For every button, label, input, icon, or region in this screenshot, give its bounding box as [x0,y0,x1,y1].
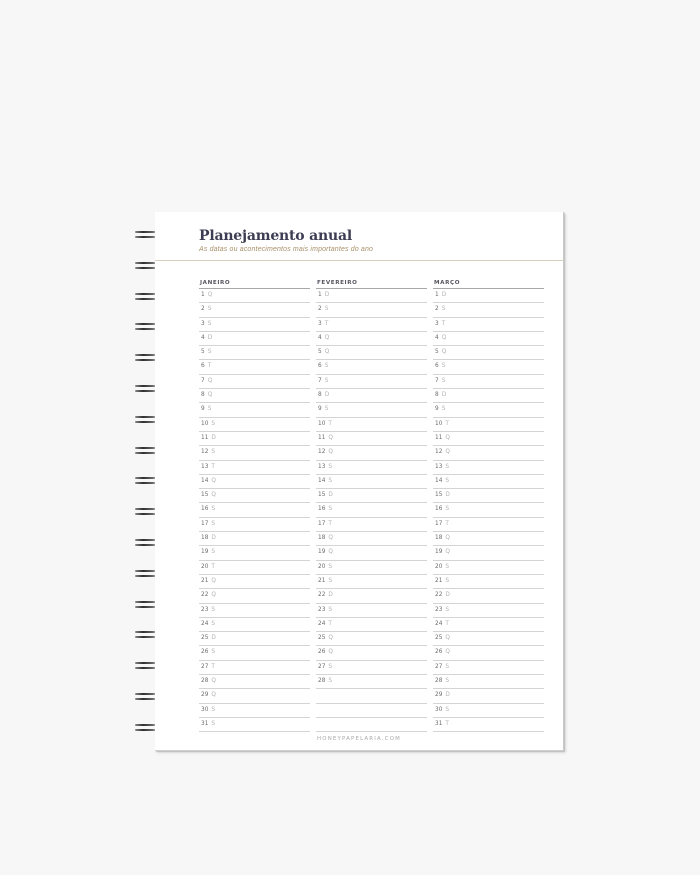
day-number: 14 [201,477,209,484]
day-number: 1 [435,292,439,298]
day-number: 31 [435,720,443,727]
day-row[interactable] [316,503,427,517]
day-row[interactable] [316,661,427,675]
day-number: 20 [318,563,326,570]
day-number: 25 [435,635,443,642]
day-row[interactable] [316,561,427,575]
weekday-letter: S [211,506,216,513]
weekday-letter: S [324,377,329,384]
weekday-letter: T [441,320,446,327]
day-number: 10 [201,420,209,427]
day-number: 14 [318,477,326,484]
month-heading: FEVEREIRO [316,279,427,289]
weekday-letter: S [211,449,216,456]
day-row[interactable] [199,618,310,632]
weekday-letter: S [441,363,446,370]
day-number: 11 [435,434,443,441]
day-row[interactable] [316,289,427,303]
weekday-letter: S [211,520,216,527]
day-row[interactable] [316,389,427,403]
day-number: 19 [201,549,209,556]
day-row[interactable] [316,332,427,346]
weekday-letter: S [207,306,212,313]
weekday-letter: D [441,292,447,298]
day-row[interactable] [199,718,310,732]
day-number: 22 [435,592,443,599]
day-row[interactable] [316,618,427,632]
day-row[interactable] [433,475,544,489]
day-row[interactable] [316,360,427,374]
day-row[interactable] [433,332,544,346]
day-row[interactable] [199,389,310,403]
weekday-letter: S [328,577,333,584]
day-number: 25 [201,635,209,642]
day-number: 24 [435,620,443,627]
day-row[interactable] [433,289,544,303]
day-number: 4 [435,334,439,341]
weekday-letter: D [324,392,330,399]
weekday-letter: S [328,563,333,570]
day-row[interactable] [199,332,310,346]
day-row[interactable] [199,646,310,660]
day-row[interactable] [199,303,310,317]
page-title: Planejamento anual [199,228,352,244]
day-number: 26 [435,649,443,656]
day-number: 9 [318,406,322,413]
day-row[interactable] [433,360,544,374]
day-number: 4 [201,334,205,341]
day-row[interactable] [433,561,544,575]
day-row[interactable] [316,632,427,646]
day-number: 7 [201,377,205,384]
day-row[interactable] [199,546,310,560]
weekday-letter: D [441,392,447,399]
day-number: 1 [201,292,205,298]
weekday-letter: S [328,477,333,484]
day-number: 1 [318,292,322,298]
day-row[interactable] [199,675,310,689]
day-number: 18 [201,535,209,542]
day-list [199,289,310,732]
day-number: 19 [435,549,443,556]
weekday-letter: T [445,520,449,527]
day-number: 17 [201,520,209,527]
day-row[interactable] [316,489,427,503]
day-row[interactable] [433,704,544,718]
weekday-letter: T [211,563,215,570]
day-number: 8 [318,392,322,399]
day-number: 23 [318,606,326,613]
day-list [316,289,427,732]
day-number: 7 [318,377,322,384]
day-number: 23 [435,606,443,613]
day-number: 27 [435,663,443,670]
weekday-letter: Q [211,592,216,599]
day-row[interactable] [199,532,310,546]
day-row[interactable] [316,604,427,618]
weekday-letter: Q [211,492,216,499]
day-number: 29 [435,692,443,699]
day-number: 26 [201,649,209,656]
weekday-letter: Q [328,434,333,441]
day-row[interactable] [433,689,544,703]
day-row[interactable] [316,718,427,732]
footer-brand: HONEYPAPELARIA.COM [317,736,401,742]
weekday-letter: S [211,620,216,627]
weekday-letter: Q [207,377,213,384]
day-number: 17 [435,520,443,527]
day-number: 6 [318,363,322,370]
day-row[interactable] [199,632,310,646]
weekday-letter: S [324,363,329,370]
weekday-letter: S [445,678,450,685]
weekday-letter: T [445,720,449,727]
day-number: 15 [435,492,443,499]
day-number: 9 [435,406,439,413]
day-row[interactable] [316,704,427,718]
day-number: 3 [201,320,205,327]
header-divider [155,260,563,261]
day-number: 28 [318,678,326,685]
day-row[interactable] [316,418,427,432]
weekday-letter: Q [445,549,450,556]
day-row[interactable] [199,346,310,360]
day-number: 19 [318,549,326,556]
day-row[interactable] [433,318,544,332]
day-row[interactable] [316,589,427,603]
day-number: 15 [201,492,209,499]
weekday-letter: S [445,563,450,570]
day-row[interactable] [316,375,427,389]
day-row[interactable] [433,503,544,517]
month-column-janeiro [199,279,310,732]
day-row[interactable] [433,675,544,689]
weekday-letter: Q [207,292,213,298]
day-row[interactable] [316,461,427,475]
day-row[interactable] [199,604,310,618]
day-row[interactable] [316,675,427,689]
weekday-letter: S [211,606,216,613]
day-number: 20 [201,563,209,570]
weekday-letter: Q [445,434,450,441]
day-number: 12 [318,449,326,456]
weekday-letter: Q [207,392,213,399]
day-row[interactable] [316,318,427,332]
weekday-letter: S [445,506,450,513]
day-number: 16 [318,506,326,513]
day-number: 2 [435,306,439,313]
day-number: 18 [435,535,443,542]
day-number: 24 [201,620,209,627]
day-number: 11 [318,434,326,441]
weekday-letter: Q [211,477,216,484]
weekday-letter: S [328,606,333,613]
day-row[interactable] [433,646,544,660]
day-number: 6 [435,363,439,370]
weekday-letter: T [445,620,449,627]
day-row[interactable] [433,661,544,675]
weekday-letter: S [207,320,212,327]
day-row[interactable] [316,646,427,660]
weekday-letter: Q [441,349,447,356]
weekday-letter: S [207,349,212,356]
day-number: 9 [201,406,205,413]
weekday-letter: Q [445,635,450,642]
day-row[interactable] [199,360,310,374]
day-row[interactable] [199,489,310,503]
day-number: 15 [318,492,326,499]
weekday-letter: S [324,406,329,413]
weekday-letter: D [328,492,333,499]
day-number: 5 [318,349,322,356]
day-number: 28 [435,678,443,685]
day-row[interactable] [316,446,427,460]
day-number: 10 [435,420,443,427]
weekday-letter: D [211,635,216,642]
day-row[interactable] [199,561,310,575]
weekday-letter: S [211,720,216,727]
day-number: 28 [201,678,209,685]
month-column-marco [433,279,544,732]
day-number: 24 [318,620,326,627]
weekday-letter: S [441,306,446,313]
weekday-letter: Q [445,535,450,542]
day-row[interactable] [433,375,544,389]
weekday-letter: S [445,663,450,670]
day-row[interactable] [316,403,427,417]
weekday-letter: S [211,649,216,656]
day-row[interactable] [199,503,310,517]
day-row[interactable] [199,589,310,603]
day-number: 3 [318,320,322,327]
weekday-letter: D [211,434,216,441]
day-row[interactable] [433,461,544,475]
weekday-letter: D [445,692,450,699]
day-number: 10 [318,420,326,427]
weekday-letter: S [211,420,216,427]
day-number: 2 [201,306,205,313]
day-number: 6 [201,363,205,370]
day-list [433,289,544,732]
day-row[interactable] [316,303,427,317]
day-row[interactable] [199,704,310,718]
weekday-letter: Q [445,649,450,656]
weekday-letter: S [445,606,450,613]
day-row[interactable] [433,589,544,603]
day-row[interactable] [199,689,310,703]
day-number: 25 [318,635,326,642]
day-row[interactable] [433,618,544,632]
day-row[interactable] [433,432,544,446]
day-number: 13 [435,463,443,470]
weekday-letter: Q [328,535,333,542]
day-row[interactable] [433,489,544,503]
weekday-letter: S [207,406,212,413]
weekday-letter: Q [328,635,333,642]
weekday-letter: Q [211,692,216,699]
weekday-letter: S [324,306,329,313]
day-row[interactable] [433,575,544,589]
day-number: 8 [201,392,205,399]
day-row[interactable] [316,546,427,560]
day-number: 12 [201,449,209,456]
weekday-letter: S [441,406,446,413]
day-row[interactable] [316,475,427,489]
day-number: 14 [435,477,443,484]
day-number: 12 [435,449,443,456]
day-number: 11 [201,434,209,441]
day-number: 22 [318,592,326,599]
day-number: 21 [318,577,326,584]
weekday-letter: D [328,592,333,599]
weekday-letter: Q [328,549,333,556]
day-number: 26 [318,649,326,656]
weekday-letter: S [211,549,216,556]
day-row[interactable] [199,318,310,332]
weekday-letter: S [211,706,216,713]
day-row[interactable] [199,661,310,675]
day-row[interactable] [433,389,544,403]
weekday-letter: D [211,535,216,542]
weekday-letter: D [445,492,450,499]
day-row[interactable] [316,518,427,532]
day-number: 21 [435,577,443,584]
day-row[interactable] [199,418,310,432]
weekday-letter: Q [445,449,450,456]
day-row[interactable] [316,575,427,589]
planner-page [155,212,564,751]
day-row[interactable] [433,518,544,532]
weekday-letter: Q [328,449,333,456]
day-number: 27 [318,663,326,670]
weekday-letter: T [211,463,215,470]
weekday-letter: T [324,320,329,327]
day-row[interactable] [316,432,427,446]
weekday-letter: Q [328,649,333,656]
month-heading: MARÇO [433,279,544,289]
day-row[interactable] [433,718,544,732]
day-number: 31 [201,720,209,727]
weekday-letter: Q [324,334,330,341]
day-row[interactable] [316,689,427,703]
weekday-letter: S [445,463,450,470]
weekday-letter: S [441,377,446,384]
day-number: 21 [201,577,209,584]
day-number: 16 [435,506,443,513]
day-number: 23 [201,606,209,613]
day-row[interactable] [199,475,310,489]
day-row[interactable] [316,532,427,546]
weekday-letter: S [445,477,450,484]
weekday-letter: D [207,334,213,341]
day-row[interactable] [433,604,544,618]
day-number: 5 [201,349,205,356]
day-row[interactable] [433,403,544,417]
day-row[interactable] [199,446,310,460]
weekday-letter: T [328,520,332,527]
day-row[interactable] [199,461,310,475]
day-row[interactable] [433,546,544,560]
weekday-letter: S [328,506,333,513]
day-number: 7 [435,377,439,384]
weekday-letter: Q [211,678,216,685]
month-heading: JANEIRO [199,279,310,289]
day-number: 16 [201,506,209,513]
day-number: 8 [435,392,439,399]
weekday-letter: S [445,706,450,713]
day-number: 30 [435,706,443,713]
day-row[interactable] [316,346,427,360]
day-number: 2 [318,306,322,313]
weekday-letter: T [328,420,332,427]
weekday-letter: Q [324,349,330,356]
weekday-letter: D [324,292,330,298]
weekday-letter: Q [441,334,447,341]
day-row[interactable] [433,418,544,432]
weekday-letter: T [211,663,215,670]
day-number: 13 [201,463,209,470]
day-row[interactable] [199,289,310,303]
day-number: 5 [435,349,439,356]
day-row[interactable] [199,432,310,446]
day-row[interactable] [199,375,310,389]
page-subtitle: As datas ou acontecimentos mais importantes do ano [199,246,374,253]
day-number: 30 [201,706,209,713]
weekday-letter: S [445,577,450,584]
day-row[interactable] [433,303,544,317]
weekday-letter: S [328,678,333,685]
day-row[interactable] [199,575,310,589]
day-number: 22 [201,592,209,599]
weekday-letter: T [445,420,449,427]
day-number: 4 [318,334,322,341]
day-row[interactable] [433,446,544,460]
day-number: 17 [318,520,326,527]
day-number: 18 [318,535,326,542]
day-row[interactable] [433,346,544,360]
weekday-letter: T [207,363,212,370]
day-number: 29 [201,692,209,699]
day-row[interactable] [199,403,310,417]
day-number: 3 [435,320,439,327]
day-number: 13 [318,463,326,470]
weekday-letter: D [445,592,450,599]
weekday-letter: S [328,463,333,470]
month-column-fevereiro [316,279,427,732]
weekday-letter: T [328,620,332,627]
day-number: 20 [435,563,443,570]
day-row[interactable] [199,518,310,532]
day-row[interactable] [433,632,544,646]
day-row[interactable] [433,532,544,546]
day-number: 27 [201,663,209,670]
weekday-letter: Q [211,577,216,584]
weekday-letter: S [328,663,333,670]
